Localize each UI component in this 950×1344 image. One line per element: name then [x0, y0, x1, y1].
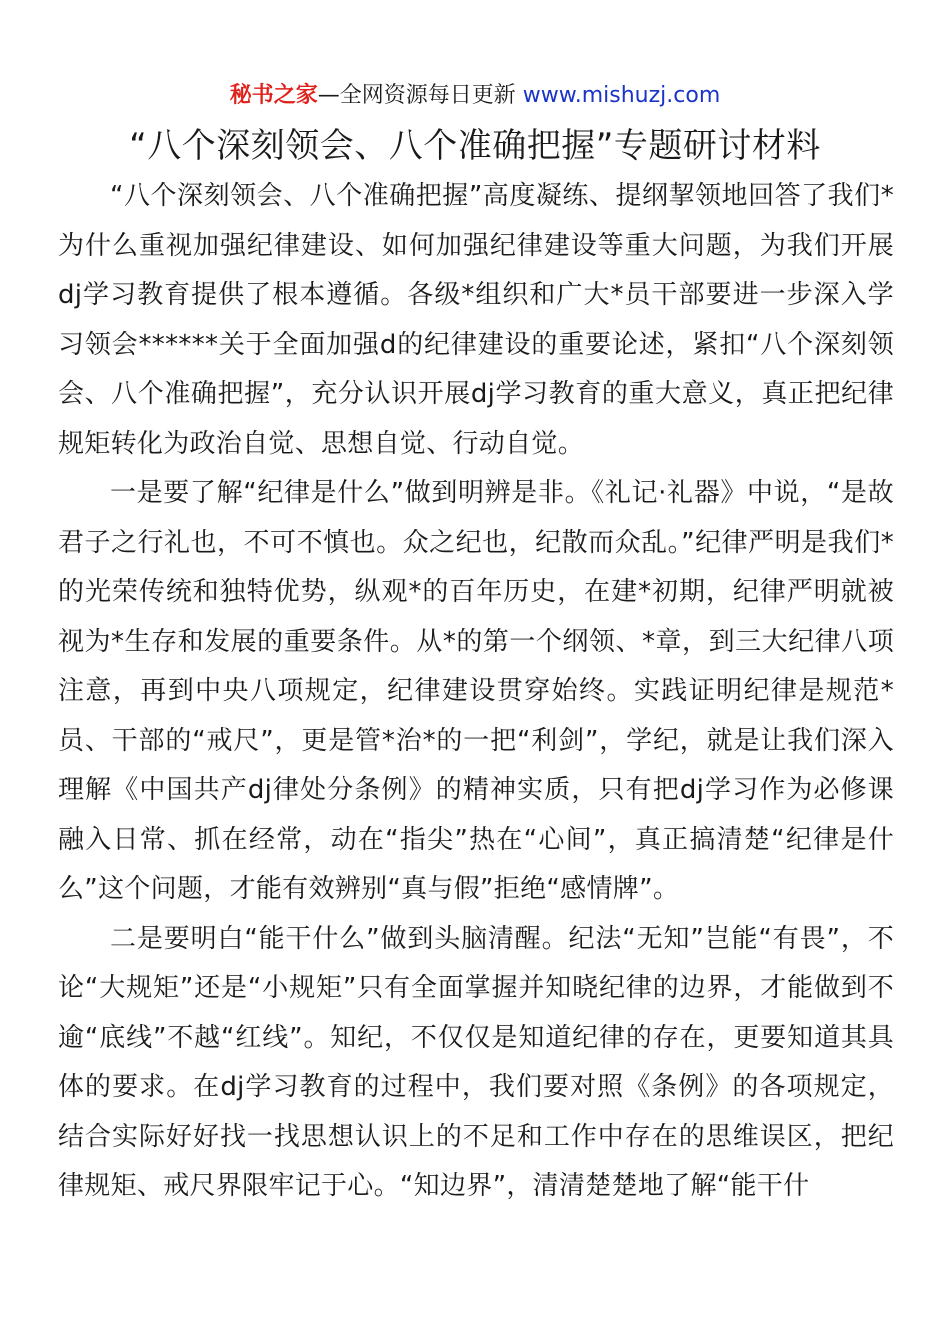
- site-url-link[interactable]: www.mishuzj.com: [522, 83, 721, 108]
- site-header: [0, 80, 950, 112]
- header-tagline: —全网资源每日更新: [317, 83, 516, 108]
- document-title: “八个深刻领会、八个准确把握”专题研讨材料: [129, 126, 821, 166]
- body-paragraph: “八个深刻领会、八个准确把握”高度凝练、提纲挈领地回答了我们*为什么重视加强纪律建设、如何加强纪律建设等重大问题，为我们开展dj学习教育提供了根本遵循。各级*组织和广大*员干部要进一步深入学习领会******关于全面加强d的纪律建设的重要论述，紧扣“八个深刻领会、八个准确把握”，充分认识开展dj学习教育的重大意义，真正把纪律规矩转化为政治自觉、思想自觉、行动自觉。: [58, 181, 894, 459]
- document-body: [58, 172, 894, 1212]
- brand-name: 秘书之家: [229, 83, 318, 108]
- body-paragraph: 一是要了解“纪律是什么”做到明辨是非。《礼记·礼器》中说，“是故君子之行礼也，不可不慎也。众之纪也，纪散而众乱。”纪律严明是我们*的光荣传统和独特优势，纵观*的百年历史，在建*初期，纪律严明就被视为*生存和发展的重要条件。从*的第一个纲领、*章，到三大纪律八项注意，再到中央八项规定，纪律建设贯穿始终。实践证明纪律是规范*员、干部的“戒尺”，更是管*治*的一把“利剑”，学纪，就是让我们深入理解《中国共产dj律处分条例》的精神实质，只有把dj学习作为必修课融入日常、抓在经常，动在“指尖”热在“心间”，真正搞清楚“纪律是什么”这个问题，才能有效辨别“真与假”拒绝“感情牌”。: [58, 478, 894, 904]
- body-paragraph: 二是要明白“能干什么”做到头脑清醒。纪法“无知”岂能“有畏”，不论“大规矩”还是“小规矩”只有全面掌握并知晓纪律的边界，才能做到不逾“底线”不越“红线”。知纪，不仅仅是知道纪律的存在，更要知道其具体的要求。在dj学习教育的过程中，我们要对照《条例》的各项规定，结合实际好好找一找思想认识上的不足和工作中存在的思维误区，把纪律规矩、戒尺界限牢记于心。“知边界”，清清楚楚地了解“能干什: [58, 923, 894, 1201]
